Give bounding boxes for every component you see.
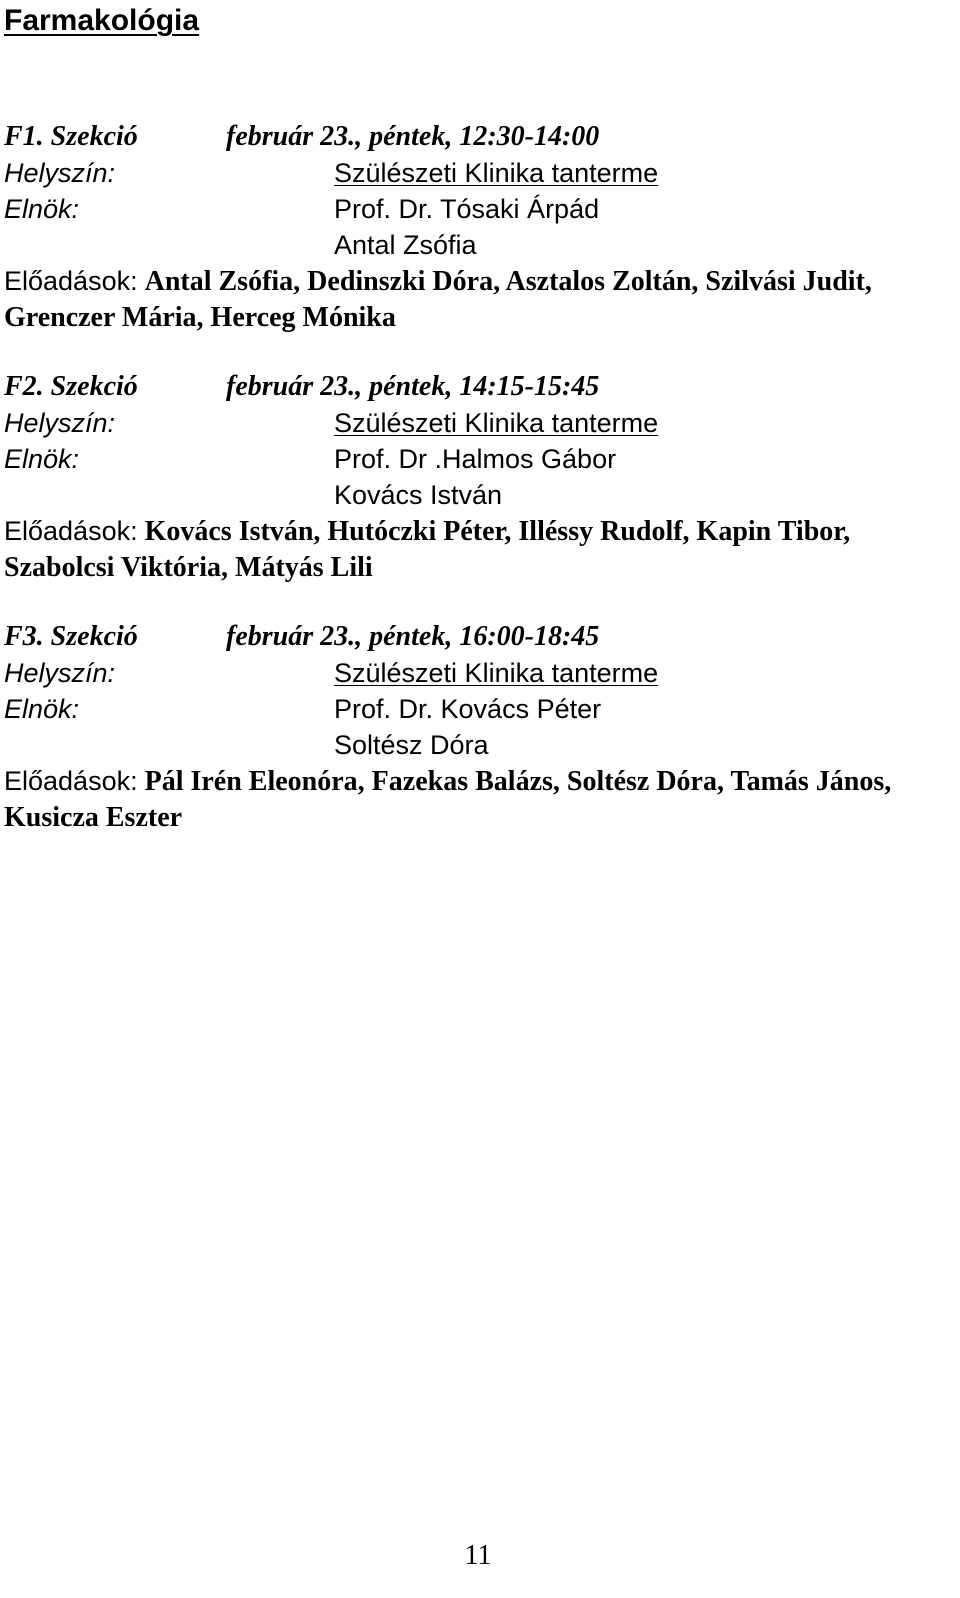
- chair-row: [4, 441, 954, 477]
- section-header: [4, 369, 954, 405]
- location-value: Szülészeti Klinika tanterme: [334, 658, 659, 688]
- section-date: február 23.: [226, 621, 356, 652]
- location-label: Helyszín:: [4, 158, 116, 188]
- section-f2: [4, 369, 954, 586]
- location-row: [4, 655, 954, 691]
- chair-row-2: [4, 227, 954, 263]
- chair-secondary: Kovács István: [334, 480, 503, 510]
- chair-row-2: [4, 727, 954, 763]
- page-number: [0, 1538, 960, 1574]
- page-number-text: 11: [464, 1540, 492, 1571]
- page-title: Farmakológia: [4, 4, 200, 37]
- talks-paragraph: [4, 763, 949, 836]
- talks-names: Pál Irén Eleonóra, Fazekas Balázs, Soltész Dóra, Tamás János, Kusicza Eszter: [4, 766, 892, 833]
- section-day-time: , péntek, 12:30-14:00: [355, 121, 600, 152]
- section-date: február 23.: [226, 371, 356, 402]
- talks-names: Antal Zsófia, Dedinszki Dóra, Asztalos Zoltán, Szilvási Judit, Grenczer Mária, Herceg Mónika: [4, 266, 872, 333]
- chair-secondary: Soltész Dóra: [334, 730, 489, 760]
- talks-label: Előadások:: [4, 766, 138, 796]
- section-id: F1. Szekció: [4, 121, 138, 152]
- location-value: Szülészeti Klinika tanterme: [334, 158, 659, 188]
- chair-secondary: Antal Zsófia: [334, 230, 477, 260]
- location-row: [4, 155, 954, 191]
- location-value: Szülészeti Klinika tanterme: [334, 408, 659, 438]
- chair-primary: Prof. Dr. Kovács Péter: [334, 694, 602, 724]
- section-day-time: , péntek, 14:15-15:45: [355, 371, 600, 402]
- section-schedule: [226, 619, 599, 655]
- chair-primary: Prof. Dr .Halmos Gábor: [334, 444, 617, 474]
- talks-label: Előadások:: [4, 516, 138, 546]
- talks-paragraph: [4, 513, 949, 586]
- section-schedule: [226, 369, 599, 405]
- talks-label: Előadások:: [4, 266, 138, 296]
- chair-primary: Prof. Dr. Tósaki Árpád: [334, 194, 600, 224]
- chair-label: Elnök:: [4, 444, 80, 474]
- section-id: F3. Szekció: [4, 621, 138, 652]
- chair-row: [4, 691, 954, 727]
- section-f1: [4, 119, 954, 336]
- section-header: [4, 619, 954, 655]
- chair-label: Elnök:: [4, 694, 80, 724]
- chair-label: Elnök:: [4, 194, 80, 224]
- section-day-time: , péntek, 16:00-18:45: [355, 621, 600, 652]
- section-header: [4, 119, 954, 155]
- location-label: Helyszín:: [4, 408, 116, 438]
- talks-paragraph: [4, 263, 949, 336]
- location-row: [4, 405, 954, 441]
- talks-names: Kovács István, Hutóczki Péter, Illéssy Rudolf, Kapin Tibor, Szabolcsi Viktória, Mátyás Lili: [4, 516, 851, 583]
- section-id: F2. Szekció: [4, 371, 138, 402]
- chair-row-2: [4, 477, 954, 513]
- section-schedule: [226, 119, 599, 155]
- chair-row: [4, 191, 954, 227]
- location-label: Helyszín:: [4, 658, 116, 688]
- section-f3: [4, 619, 954, 836]
- section-date: február 23.: [226, 121, 356, 152]
